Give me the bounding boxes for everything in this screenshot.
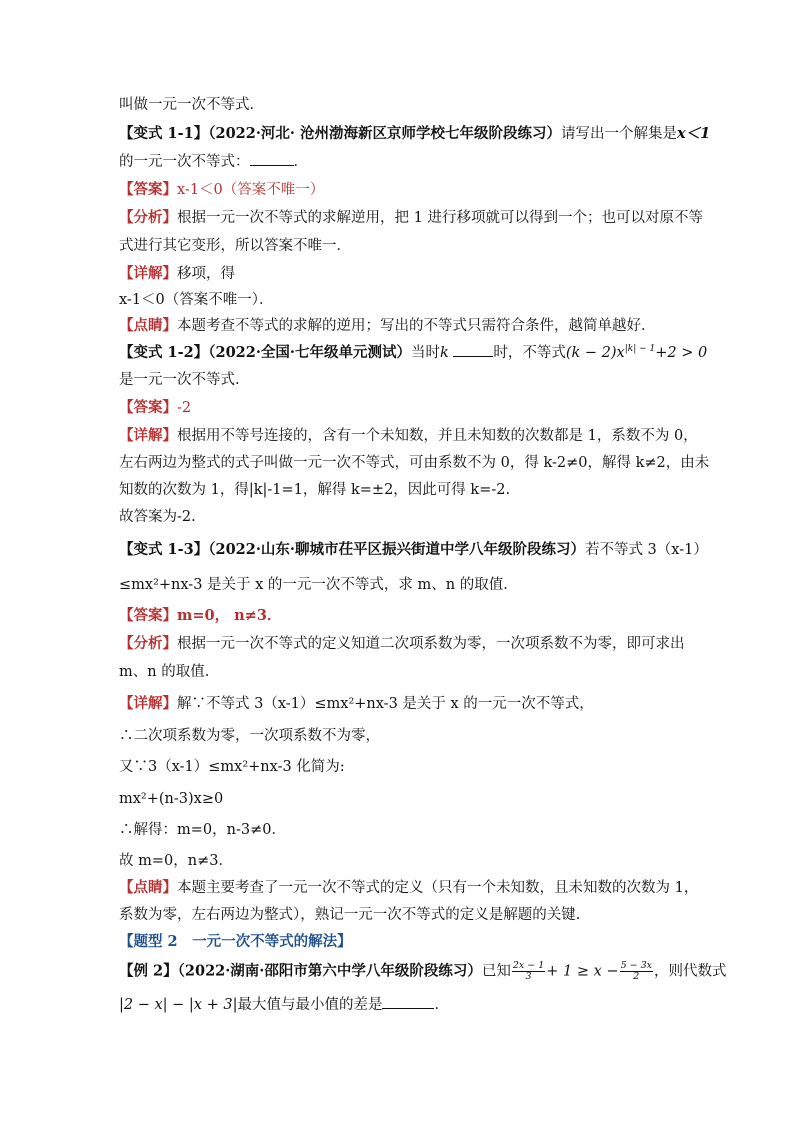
text-line: 知数的次数为 1，得|k|-1=1，解得 k=±2，因此可得 k=-2.: [119, 482, 511, 498]
variant-1-2-detail: 【详解】根据用不等号连接的，含有一个未知数，并且未知数的次数都是 1，系数不为 0，: [119, 427, 698, 444]
variant-1-3-question: 【变式 1-3】（2022·山东·聊城市茌平区振兴街道中学八年级阶段练习）若不等式 3（x-1）: [119, 541, 708, 558]
text-line: |2 − x| − |x + 3|最大值与最小值的差是 ．: [119, 997, 449, 1013]
text-line: 式进行其它变形，所以答案不唯一．: [119, 238, 351, 254]
variant-1-2-question: 【变式 1-2】（2022·全国·七年级单元测试）当时k 时，不等式$(k - 2)x^{|k| - 1}+2 > 0$: [119, 344, 708, 361]
variant-1-1-point: 【点睛】本题考查不等式的求解的逆用；写出的不等式只需符合条件，越简单越好．: [119, 317, 656, 334]
variant-1-2-answer: 【答案】-2: [119, 399, 192, 416]
variant-1-3-point: 【点睛】本题主要考查了一元一次不等式的定义（只有一个未知数，且未知数的次数为 1，: [119, 879, 699, 896]
answer-blank: [250, 153, 294, 166]
answer-blank: [382, 996, 434, 1009]
variant-1-1-question: 【变式 1-1】（2022·河北· 沧州渤海新区京师学校七年级阶段练习）请写出一个解集是x＜1: [119, 125, 711, 142]
text-line: x-1＜0（答案不唯一）．: [119, 292, 274, 308]
text-line: m、n 的取值.: [119, 664, 210, 680]
text-line: mx²+(n-3)x≥0: [119, 791, 224, 807]
variant-1-3-answer: 【答案】m=0， n≠3．: [119, 607, 282, 624]
text-line: 故 m=0，n≠3．: [119, 853, 233, 869]
text-line: 左右两边为整式的式子叫做一元一次不等式，可由系数不为 0，得 k-2≠0，解得 k≠2，由未: [119, 455, 710, 471]
example-2-question: 【例 2】（2022·湖南·邵阳市第六中学八年级阶段练习）已知 $\frac{2x - 1}{3}$ + 1 ≥ x − $\frac{5 - 3x}{2}$ ，则代数式: [119, 960, 727, 982]
variant-1-3-detail: 【详解】解∵不等式 3（x-1）≤mx²+nx-3 是关于 x 的一元一次不等式，: [119, 695, 594, 712]
variant-1-3-analysis: 【分析】根据一元一次不等式的定义知道二次项系数为零，一次项系数不为零，即可求出: [119, 635, 685, 652]
text-line: 系数为零，左右两边为整式），熟记一元一次不等式的定义是解题的关键.: [119, 907, 581, 923]
section-heading: 【题型 2 一元一次不等式的解法】: [119, 933, 352, 950]
variant-1-1-answer: 【答案】x-1＜0（答案不唯一）: [119, 181, 325, 198]
text-line: 又∵3（x-1）≤mx²+nx-3 化简为:: [119, 759, 345, 775]
text-line: ≤mx²+nx-3 是关于 x 的一元一次不等式，求 m、n 的取值．: [119, 577, 518, 593]
text-line: 故答案为-2.: [119, 509, 196, 525]
text-line: 是一元一次不等式.: [119, 372, 240, 388]
variant-1-1-detail: 【详解】移项，得: [119, 265, 235, 282]
fraction: $\frac{5 - 3x}{2}$: [620, 960, 653, 982]
variant-1-1-analysis: 【分析】根据一元一次不等式的求解逆用，把 1 进行移项就可以得到一个；也可以对原不等: [119, 209, 703, 226]
variant-1-1-question-cont: 的一元一次不等式： ．: [119, 154, 308, 170]
text-line: ∴二次项系数为零，一次项系数不为零，: [119, 728, 380, 744]
fraction: $\frac{2x - 1}{3}$: [512, 960, 545, 982]
text-line: 叫做一元一次不等式．: [119, 97, 264, 113]
text-line: ∴解得：m=0，n-3≠0．: [119, 822, 286, 838]
answer-blank: [453, 344, 493, 357]
